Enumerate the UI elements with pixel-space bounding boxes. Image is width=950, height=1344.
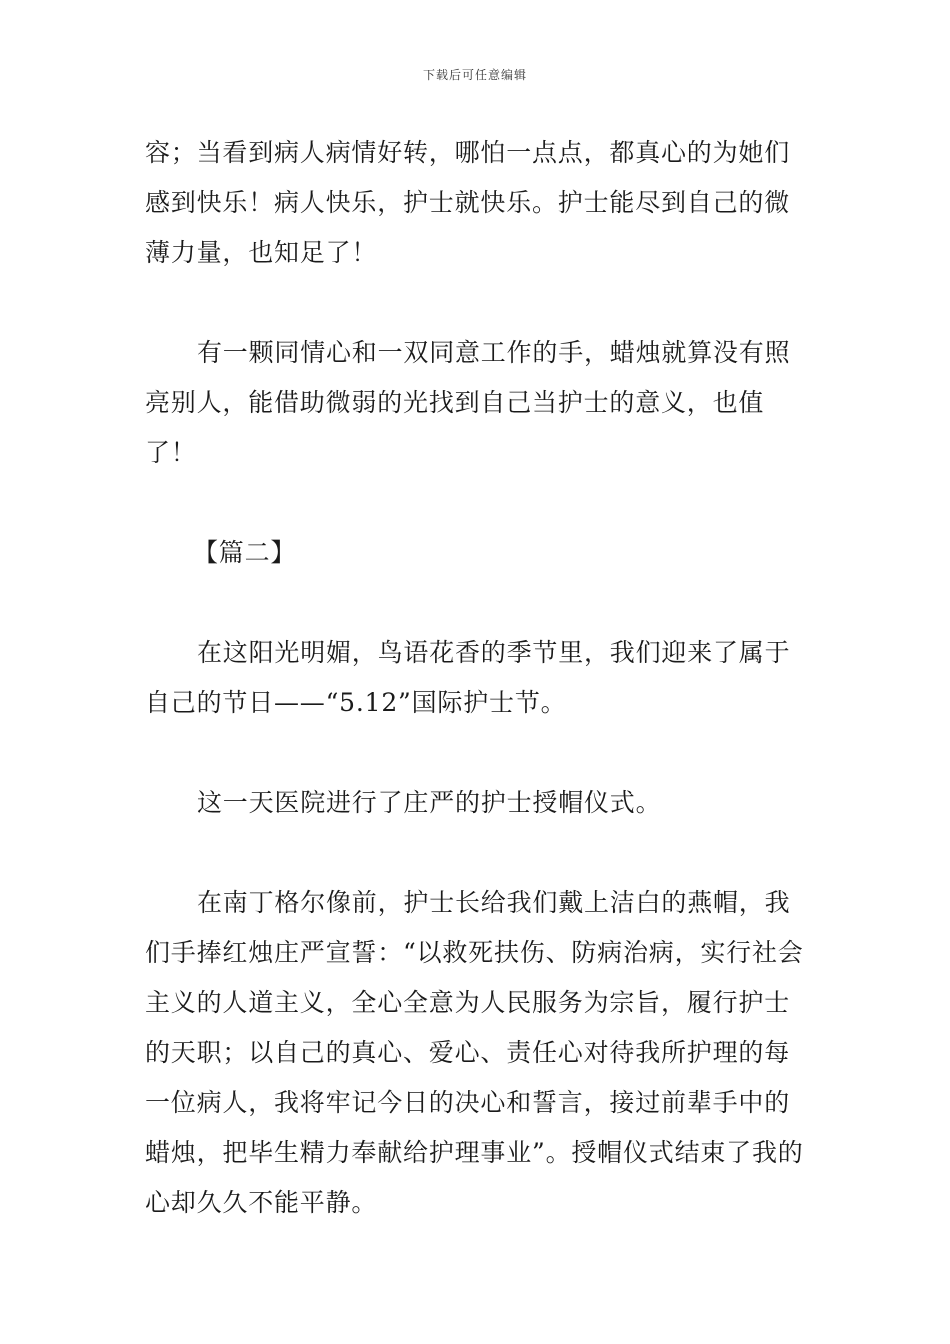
paragraph-oath: 在南丁格尔像前，护士长给我们戴上洁白的燕帽，我们手捧红烛庄严宣誓：“以救死扶伤、防病治病，实行社会主义的人道主义，全心全意为人民服务为宗旨，履行护士的天职；以自己的真心、爱心、责任心对待我所护理的每一位病人，我将牢记今日的决心和誓言，接过前辈手中的蜡烛，把毕生精力奉献给护理事业”。授帽仪式结束了我的心却久久不能平静。 xyxy=(145,888,804,1217)
paragraph-continuation: 容；当看到病人病情好转，哪怕一点点，都真心的为她们感到快乐！病人快乐，护士就快乐。护士能尽到自己的微薄力量，也知足了！ xyxy=(145,138,791,267)
page-header: 下载后可任意编辑 xyxy=(422,68,527,82)
paragraph-capping-ceremony: 这一天医院进行了庄严的护士授帽仪式。 xyxy=(197,788,662,817)
document-body xyxy=(145,128,810,1228)
paragraph-candle: 有一颗同情心和一双同意工作的手，蜡烛就算没有照亮别人，能借助微弱的光找到自己当护士的意义，也值了！ xyxy=(145,338,791,467)
paragraph-nurses-day: 在这阳光明媚，鸟语花香的季节里，我们迎来了属于自己的节日——“5.12”国际护士节。 xyxy=(145,638,791,717)
section-heading: 【篇二】 xyxy=(193,538,297,567)
